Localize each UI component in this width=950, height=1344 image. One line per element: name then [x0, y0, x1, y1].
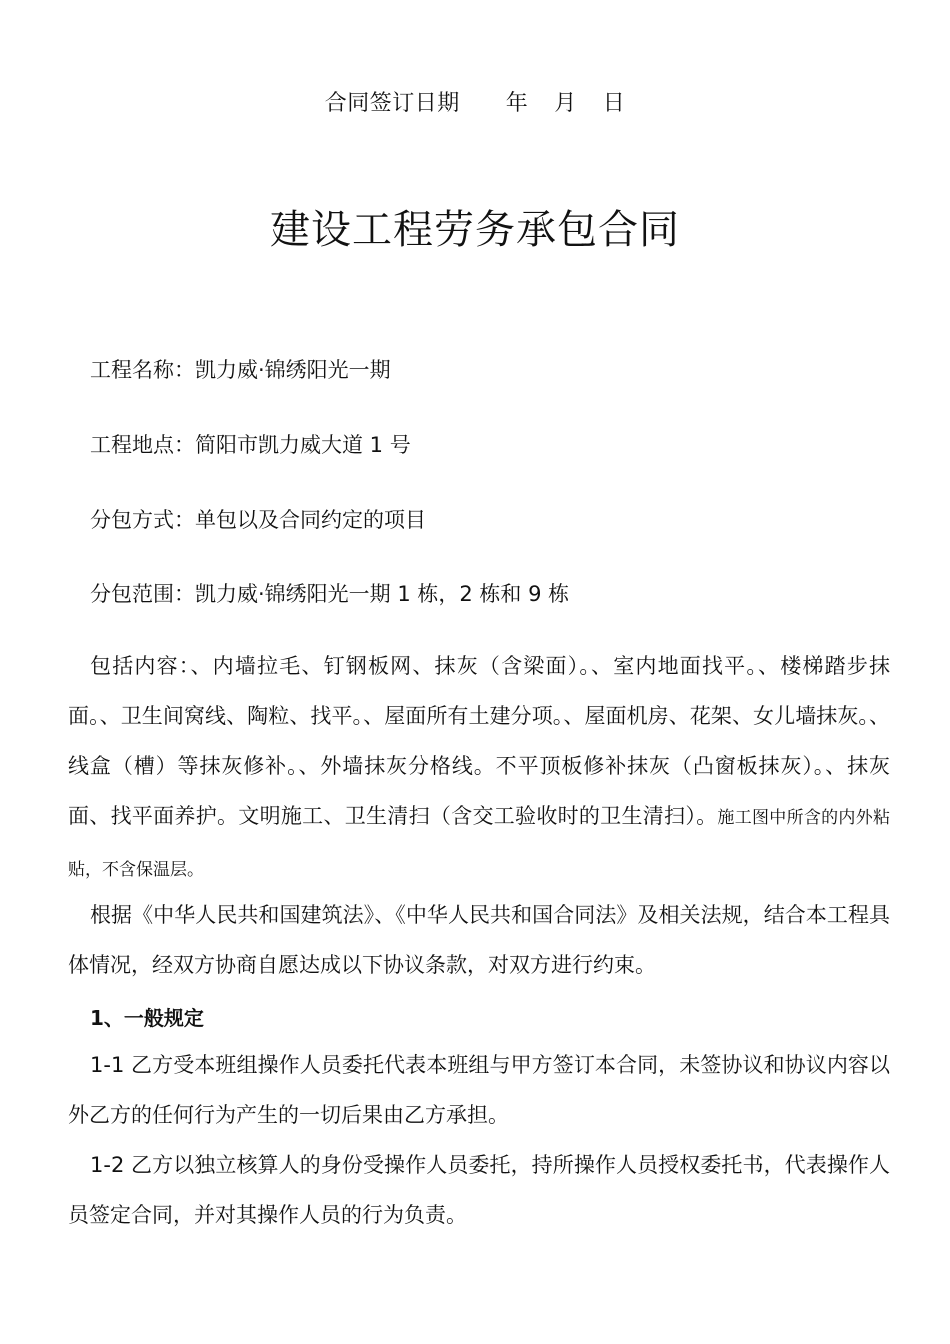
subcontract-mode-value: 单包以及合同约定的项目: [195, 508, 426, 532]
project-location-value: 简阳市凯力威大道 1 号: [195, 433, 411, 457]
sign-date-month: 月: [554, 91, 577, 116]
subcontract-scope-value: 凯力威·锦绣阳光一期 1 栋，2 栋和 9 栋: [195, 582, 570, 606]
subcontract-scope-field: [90, 578, 569, 608]
document-title: 建设工程劳务承包合同: [270, 207, 680, 253]
subcontract-mode-label: 分包方式：: [90, 508, 195, 532]
sign-date-year: 年: [505, 91, 529, 116]
project-name-field: [90, 354, 391, 384]
section-1-heading: 1、一般规定: [90, 1006, 204, 1030]
work-content-note: 施工图中所含的内外粘贴，不含保温层。: [68, 808, 891, 880]
project-name-value: 凯力威·锦绣阳光一期: [195, 358, 391, 382]
clause-1-2: 1-2 乙方以独立核算人的身份受操作人员委托，持所操作人员授权委托书，代表操作人员签定合同，并对其操作人员的行为负责。: [68, 1153, 890, 1227]
preamble-paragraph: 根据《中华人民共和国建筑法》、《中华人民共和国合同法》及相关法规，结合本工程具体情况，经双方协商自愿达成以下协议条款，对双方进行约束。: [68, 903, 890, 977]
project-location-label: 工程地点：: [90, 433, 195, 457]
sign-date-day: 日: [602, 91, 626, 116]
subcontract-scope-label: 分包范围：: [90, 582, 195, 606]
contract-sign-date: [0, 86, 950, 117]
work-content-text: 、内墙拉毛、钉钢板网、抹灰（含梁面）。、室内地面找平。、楼梯踏步抹面。、卫生间窝线、陶粒、找平。、屋面所有土建分项。、屋面机房、花架、女儿墙抹灰。、线盒（槽）等抹灰修补。、外墙抹灰分格线。不平顶板修补抹灰（凸窗板抹灰）。、抹灰面、找平面养护。文明施工、卫生清扫（含交工验收时的卫生清扫）。: [68, 654, 891, 828]
project-name-label: 工程名称：: [90, 358, 195, 382]
work-content-paragraph: [68, 641, 890, 895]
clause-1-1: 1-1 乙方受本班组操作人员委托代表本班组与甲方签订本合同，未签协议和协议内容以外乙方的任何行为产生的一切后果由乙方承担。: [68, 1053, 890, 1127]
subcontract-mode-field: [90, 504, 426, 534]
sign-date-label: 合同签订日期: [324, 91, 460, 116]
work-content-label: 包括内容：: [90, 654, 191, 678]
project-location-field: [90, 429, 411, 459]
